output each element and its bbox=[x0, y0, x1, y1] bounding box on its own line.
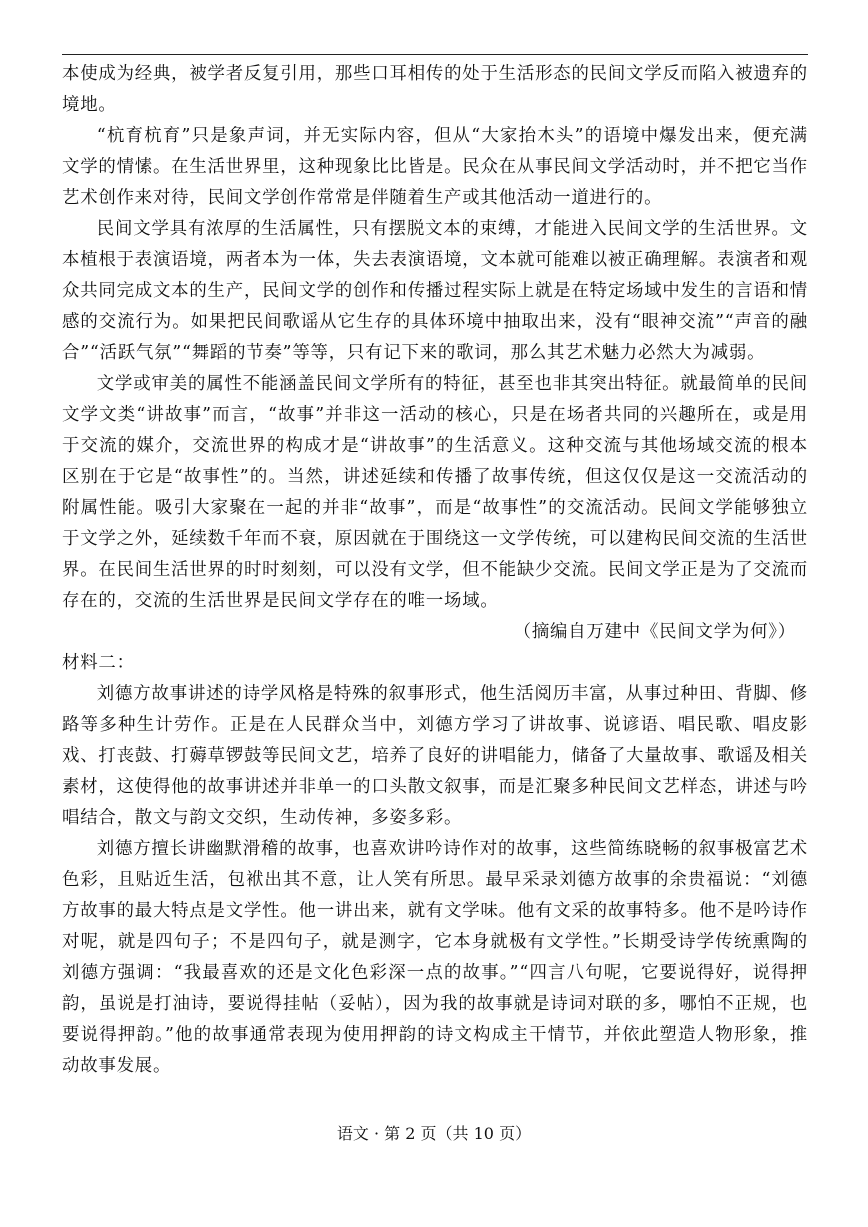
page-footer: 语文 · 第 2 页（共 10 页） bbox=[336, 1124, 532, 1143]
paragraph-hangyu: “杭育杭育”只是象声词，并无实际内容，但从“大家抬木头”的语境中爆发出来，便充满文学的情愫。在生活世界里，这种现象比比皆是。民众在从事民间文学活动时，并不把它当作艺术创作来对待，民间文学创作常常是伴随着生产或其他活动一道进行的。 bbox=[62, 126, 808, 208]
paragraph-liu-defang-style: 刘德方故事讲述的诗学风格是特殊的叙事形式，他生活阅历丰富，从事过种田、背脚、修路等多种生计劳作。正是在人民群众当中，刘德方学习了讲故事、说谚语、唱民歌、唱皮影戏、打丧鼓、打薅草锣鼓等民间文艺，培养了良好的讲唱能力，储备了大量故事、歌谣及相关素材，这使得他的故事讲述并非单一的口头散文叙事，而是汇聚多种民间文艺样态，讲述与吟唱结合，散文与韵文交织，生动传神，多姿多彩。 bbox=[62, 684, 808, 828]
header-rule bbox=[62, 54, 808, 55]
source-citation: （摘编自万建中《民间文学为何》） bbox=[513, 622, 796, 642]
paragraph-life-attribute: 民间文学具有浓厚的生活属性，只有摆脱文本的束缚，才能进入民间文学的生活世界。文本植根于表演语境，两者本为一体，失去表演语境，文本就可能难以被正确理解。表演者和观众共同完成文本的生产，民间文学的创作和传播过程实际上就是在特定场域中发生的言语和情感的交流行为。如果把民间歌谣从它生存的具体环境中抽取出来，没有“眼神交流”“声音的融合”“活跃气氛”“舞蹈的节奏”等等，只有记下来的歌词，那么其艺术魅力必然大为减弱。 bbox=[62, 219, 808, 363]
paragraph-liu-defang-humor: 刘德方擅长讲幽默滑稽的故事，也喜欢讲吟诗作对的故事，这些简练晓畅的叙事极富艺术色彩，且贴近生活，包袱出其不意，让人笑有所思。最早采录刘德方故事的余贵福说：“刘德方故事的最大特点是文学性。他一讲出来，就有文学味。他有文采的故事特多。他不是吟诗作对呢，就是四句子；不是四句子，就是测字，它本身就极有文学性。”长期受诗学传统熏陶的刘德方强调：“我最喜欢的还是文化色彩深一点的故事。”“四言八句呢，它要说得好，说得押韵，虽说是打油诗，要说得挂帖（妥帖），因为我的故事就是诗词对联的多，哪怕不正规，也要说得押韵。”他的故事通常表现为使用押韵的诗文构成主干情节，并依此塑造人物形象，推动故事发展。 bbox=[62, 839, 808, 1076]
paragraph-continuation: 本使成为经典，被学者反复引用，那些口耳相传的处于生活形态的民间文学反而陷入被遗弃的境地。 bbox=[62, 64, 808, 115]
section-heading-material-two: 材料二： bbox=[62, 653, 135, 673]
paragraph-aesthetic-attribute: 文学或审美的属性不能涵盖民间文学所有的特征，甚至也非其突出特征。就最简单的民间文学文类“讲故事”而言，“故事”并非这一活动的核心，只是在场者共同的兴趣所在，或是用于交流的媒介，交流世界的构成才是“讲故事”的生活意义。这种交流与其他场域交流的根本区别在于它是“故事性”的。当然，讲述延续和传播了故事传统，但这仅仅是这一交流活动的附属性能。吸引大家聚在一起的并非“故事”，而是“故事性”的交流活动。民间文学能够独立于文学之外，延续数千年而不衰，原因就在于围绕这一文学传统，可以建构民间交流的生活世界。在民间生活世界的时时刻刻，可以没有文学，但不能缺少交流。民间文学正是为了交流而存在的，交流的生活世界是民间文学存在的唯一场域。 bbox=[62, 374, 808, 611]
page-body bbox=[62, 59, 808, 1082]
